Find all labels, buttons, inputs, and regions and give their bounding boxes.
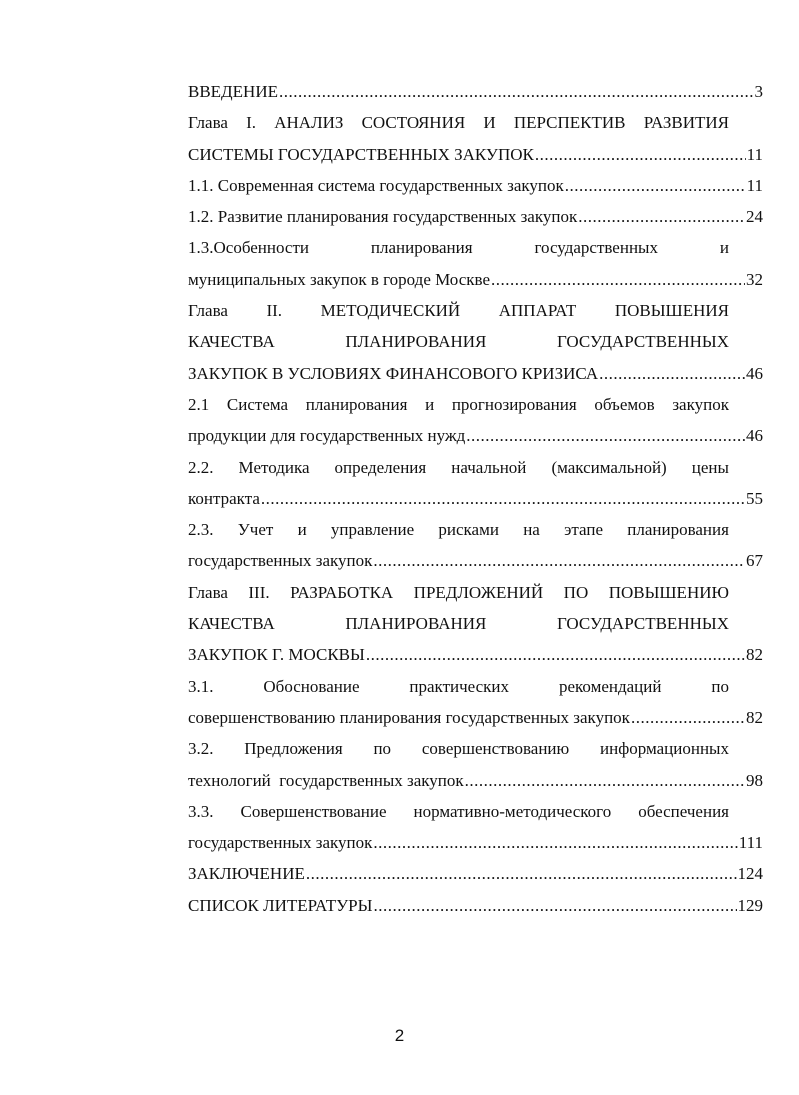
toc-entry-1-1	[188, 170, 763, 201]
dot-leader	[631, 702, 745, 733]
toc-entry-title: СПИСОК ЛИТЕРАТУРЫ	[188, 895, 373, 915]
toc-chapter-2-line2	[188, 326, 729, 357]
word: информационных	[600, 739, 729, 759]
word: совершенствованию	[421, 739, 570, 759]
dot-leader	[279, 76, 754, 107]
toc-entry-title: ЗАКЛЮЧЕНИЕ	[188, 864, 305, 884]
toc-chapter-1-line1	[188, 107, 729, 138]
toc-entry-2-3-line1	[188, 514, 729, 545]
toc-entry-page: 111	[738, 833, 763, 853]
word: ПРЕДЛОЖЕНИЙ	[413, 582, 544, 602]
word: Совершенствование	[240, 801, 387, 821]
word: определения	[334, 457, 427, 477]
dot-leader	[599, 358, 745, 389]
word: 3.1.	[188, 676, 214, 696]
toc-entry-3-3-line2	[188, 827, 763, 858]
word: обеспечения	[638, 801, 729, 821]
word: 1.3.Особенности	[188, 238, 309, 258]
toc-entry-3-1-line1	[188, 671, 729, 702]
word: МЕТОДИЧЕСКИЙ	[320, 301, 461, 321]
toc-entry-2-1-line1	[188, 389, 729, 420]
word: цены	[691, 457, 729, 477]
word: ПЛАНИРОВАНИЯ	[345, 614, 487, 634]
toc-entry-title: совершенствованию планирования государственных закупок	[188, 707, 630, 727]
toc-entry-page: 67	[746, 551, 763, 571]
word: и	[297, 520, 307, 540]
toc-chapter-3-line1	[188, 577, 729, 608]
dot-leader	[306, 858, 737, 889]
word: II.	[266, 301, 283, 321]
word: по	[711, 676, 729, 696]
toc-entry-page: 124	[737, 864, 763, 884]
word: И	[483, 113, 496, 133]
word: Учет	[237, 520, 274, 540]
word: рекомендаций	[558, 676, 662, 696]
dot-leader	[261, 483, 745, 514]
word: начальной	[451, 457, 527, 477]
dot-leader	[373, 827, 737, 858]
toc-entry-1-2	[188, 201, 763, 232]
toc-entry-3-3-line1	[188, 796, 729, 827]
toc-entry-title: ЗАКУПОК Г. МОСКВЫ	[188, 645, 365, 665]
toc-entry-title: ЗАКУПОК В УСЛОВИЯХ ФИНАНСОВОГО КРИЗИСА	[188, 363, 599, 383]
toc-entry-title: контракта	[188, 488, 260, 508]
word: РАЗВИТИЯ	[643, 113, 729, 133]
word: закупок	[672, 394, 729, 414]
word: Глава	[188, 113, 228, 133]
word: на	[523, 520, 540, 540]
toc-entry-2-3-line2	[188, 545, 763, 576]
toc-entry-title: 1.1. Современная система государственных закупок	[188, 175, 564, 195]
toc-entry-3-2-line1	[188, 733, 729, 764]
word: ПО	[563, 582, 589, 602]
word: управление	[330, 520, 415, 540]
word: нормативно-методического	[413, 801, 612, 821]
dot-leader	[491, 264, 745, 295]
toc-entry-page: 46	[746, 426, 763, 446]
word: 2.3.	[188, 520, 214, 540]
toc-entry-title: государственных закупок	[188, 833, 373, 853]
toc-chapter-3-line3	[188, 639, 763, 670]
table-of-contents	[188, 76, 763, 921]
toc-entry-3-2-line2	[188, 765, 763, 796]
toc-entry-2-2-line2	[188, 483, 763, 514]
word: ПЕРСПЕКТИВ	[513, 113, 626, 133]
word: Обоснование	[263, 676, 360, 696]
toc-entry-page: 129	[737, 895, 763, 915]
word: Глава	[188, 301, 228, 321]
dot-leader	[565, 170, 746, 201]
toc-chapter-3-line2	[188, 608, 729, 639]
toc-entry-title: СИСТЕМЫ ГОСУДАРСТВЕННЫХ ЗАКУПОК	[188, 144, 534, 164]
word: по	[373, 739, 392, 759]
toc-entry-1-3-line1	[188, 232, 729, 263]
toc-entry-page: 24	[746, 207, 763, 227]
word: объемов	[594, 394, 655, 414]
word: прогнозирования	[451, 394, 577, 414]
word: Система	[226, 394, 289, 414]
toc-entry-title: 1.2. Развитие планирования государственных закупок	[188, 207, 578, 227]
word: Методика	[238, 457, 310, 477]
word: практических	[409, 676, 510, 696]
toc-entry-title: продукции для государственных нужд	[188, 426, 466, 446]
toc-entry-title: государственных закупок	[188, 551, 373, 571]
toc-entry-page: 11	[746, 175, 763, 195]
word: I.	[246, 113, 257, 133]
toc-entry-page: 11	[746, 144, 763, 164]
word: (максимальной)	[551, 457, 667, 477]
toc-entry-page: 3	[754, 82, 763, 101]
word: КАЧЕСТВА	[188, 614, 275, 634]
dot-leader	[366, 639, 745, 670]
toc-entry-page: 82	[746, 645, 763, 665]
word: ПЛАНИРОВАНИЯ	[345, 332, 487, 352]
toc-entry-page: 98	[746, 770, 763, 790]
toc-entry-page: 32	[746, 269, 763, 289]
dot-leader	[535, 139, 746, 170]
toc-chapter-1-line2	[188, 139, 763, 170]
word: КАЧЕСТВА	[188, 332, 275, 352]
toc-entry-page: 82	[746, 707, 763, 727]
dot-leader	[466, 420, 745, 451]
word: АППАРАТ	[498, 301, 577, 321]
word: планирования	[305, 394, 408, 414]
toc-entry-1-3-line2	[188, 264, 763, 295]
toc-entry-conclusion	[188, 858, 763, 889]
dot-leader	[373, 545, 745, 576]
word: АНАЛИЗ	[274, 113, 344, 133]
word: ГОСУДАРСТВЕННЫХ	[557, 614, 729, 634]
word: Предложения	[244, 739, 343, 759]
word: 2.2.	[188, 457, 214, 477]
word: III.	[248, 582, 270, 602]
word: государственных	[534, 238, 658, 258]
word: планирования	[627, 520, 729, 540]
word: этапе	[564, 520, 603, 540]
word: Глава	[188, 582, 228, 602]
dot-leader	[578, 201, 745, 232]
dot-leader	[465, 765, 745, 796]
toc-entry-title: ВВЕДЕНИЕ	[188, 82, 278, 101]
dot-leader	[373, 890, 736, 921]
word: и	[719, 238, 729, 258]
word: 2.1	[188, 394, 210, 414]
toc-entry-2-2-line1	[188, 452, 729, 483]
word: ПОВЫШЕНИЮ	[608, 582, 729, 602]
toc-entry-2-1-line2	[188, 420, 763, 451]
word: 3.3.	[188, 801, 214, 821]
word: и	[425, 394, 435, 414]
toc-entry-references	[188, 890, 763, 921]
toc-entry-title: муниципальных закупок в городе Москве	[188, 269, 491, 289]
word: ПОВЫШЕНИЯ	[614, 301, 729, 321]
page-number: 2	[394, 1026, 405, 1045]
toc-entry-page: 46	[746, 363, 763, 383]
toc-entry-title: технологий государственных закупок	[188, 770, 464, 790]
word: планирования	[370, 238, 473, 258]
toc-entry-3-1-line2	[188, 702, 763, 733]
toc-chapter-2-line3	[188, 358, 763, 389]
word: 3.2.	[188, 739, 214, 759]
toc-entry-intro	[188, 76, 763, 107]
word: РАЗРАБОТКА	[290, 582, 394, 602]
word: рисками	[438, 520, 499, 540]
word: СОСТОЯНИЯ	[361, 113, 466, 133]
toc-entry-page: 55	[746, 488, 763, 508]
toc-chapter-2-line1	[188, 295, 729, 326]
word: ГОСУДАРСТВЕННЫХ	[557, 332, 729, 352]
